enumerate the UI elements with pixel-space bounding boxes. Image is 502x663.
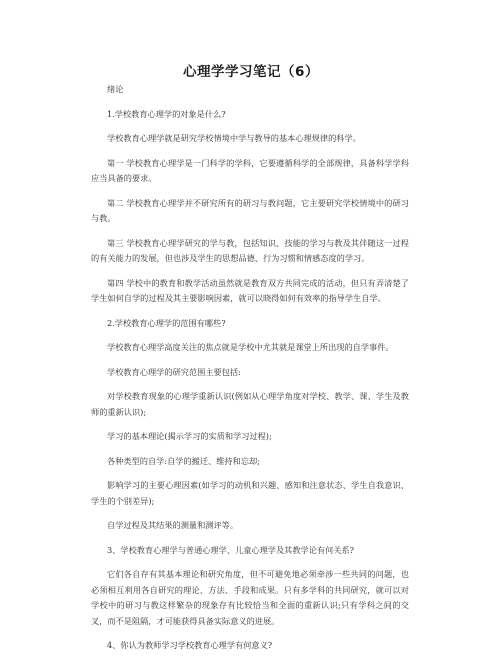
document-body [91, 82, 409, 663]
paragraph: 第三 学校教育心理学研究的学与教，包括知识、技能的学习与教及其伴随这一过程的有关能力的发展，但也涉及学生的思想品德、行为习惯和情感态度的学习。 [91, 237, 409, 263]
question-heading: 1.学校教育心理学的对象是什么? [107, 108, 226, 119]
paragraph: 对学校教育现象的心理学重新认识(例如从心理学角度对学校、教学、课、学生及教师的重新认识); [91, 391, 409, 417]
paragraph: 学校教育心理学高度关注的焦点就是学校中尤其就是课堂上所出现的自学事件。 [107, 342, 394, 352]
paragraph: 学校教育心理学的研究范围主要包括: [107, 366, 241, 377]
paragraph: 第四 学校中的教育和教学活动虽然就是教育双方共同完成的活动，但只有弄清楚了学生如何自学的过程及其主要影响因素，就可以晓得如何有效率的指导学生自学。 [91, 277, 409, 303]
document-title: 心理学学习笔记（6） [183, 64, 319, 80]
question-heading: 2.学校教育心理学的范围有哪些? [107, 317, 226, 328]
question-heading: 3、学校教育心理学与普通心理学、儿童心理学及其教学论有何关系? [107, 544, 355, 555]
paragraph: 第二 学校教育心理学并不研究所有的研习与教问题，它主要研究学校情境中的研习与教。 [91, 197, 409, 223]
paragraph: 学习的基本理论(揭示学习的实质和学习过程); [107, 431, 272, 441]
paragraph: 绪论 [107, 84, 124, 94]
paragraph: 各种类型的自学:自学的搬迁、维持和忘却; [107, 455, 260, 466]
paragraph: 第一 学校教育心理学是一门科学的学科，它要遵循科学的全部规律，具备科学学科应当具备的要求。 [91, 157, 409, 183]
paragraph: 自学过程及其结果的测量和测评等。 [107, 520, 239, 530]
question-heading: 4、你认为教师学习学校教育心理学有何意义? [107, 640, 273, 650]
paragraph: 影响学习的主要心理因素(如学习的动机和兴趣、感知和注意状态、学生自我意识、学生的个别差异); [91, 480, 409, 506]
paragraph: 它们各自存有其基本理论和研究角度，但不可避免地必须牵涉一些共同的问题，也必须相互利用各自研究的理论、方法、手段和成果。只有多学科的共同研究，就可以对学校中的研习与教这样繁杂的现象存有比较恰当和全面的重新认识;只有学科之间的交叉，而不是阻隔，才可能获得具备实际意义的进展。 [91, 569, 409, 626]
paragraph: 学校教育心理学就是研究学校情境中学与教导的基本心理规律的科学。 [107, 133, 361, 143]
